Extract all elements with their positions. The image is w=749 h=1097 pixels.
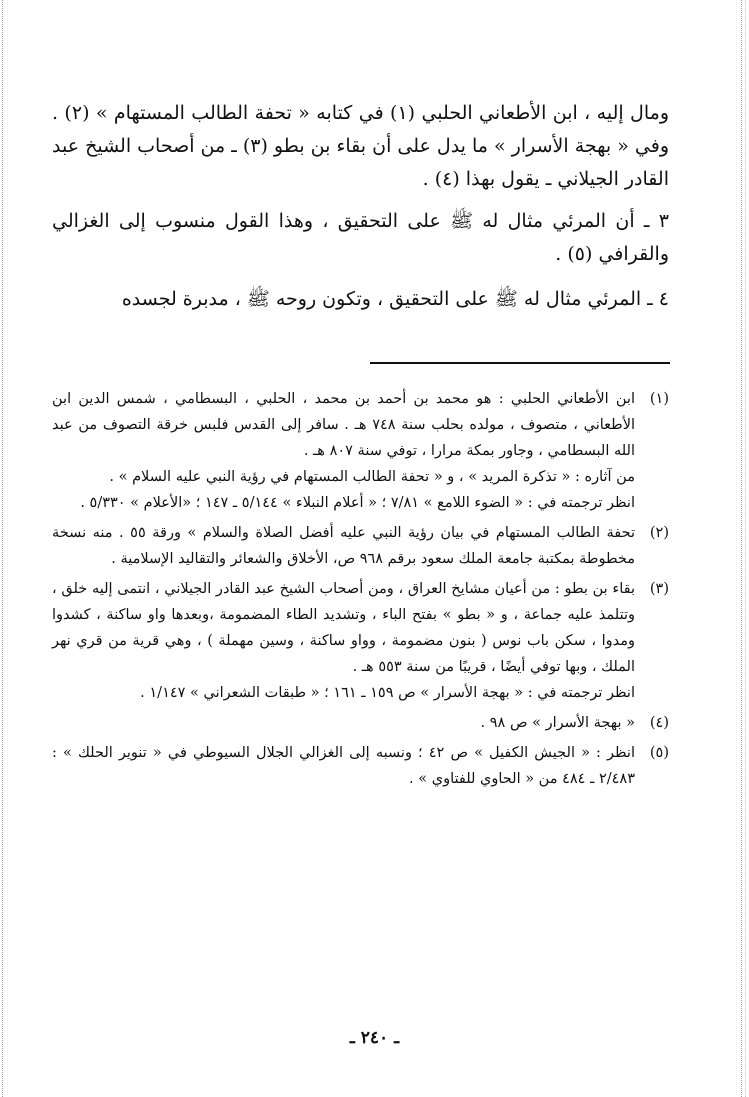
footnote-3-line-1: بقاء بن بطو : من أعيان مشايخ العراق ، ومن أصحاب الشيخ عبد القادر الجيلاني ، انتمى إليه خلق ، وتتلمذ عليه جماعة ، و « بطو » بفتح الباء ، وتشديد الطاء المضمومة ،وبعدها واو ساكنة ، كشدوا ومدوا ، سكن باب نوس ( بنون مضمومة ، وواو ساكنة ، وسين مهملة ) ، وهي قرية من قري نهر الملك ، وبها توفي أيضًا ، قريبًا من سنة ٥٥٣ هـ . bbox=[52, 581, 635, 675]
footnote-5-line-1: انظر : « الجيش الكفيل » ص ٤٢ ؛ ونسبه إلى الغزالي الجلال السيوطي في « تنوير الحلك » : ٢/٤٨٣ ـ ٤٨٤ من « الحاوي للفتاوي » . bbox=[52, 745, 635, 787]
footnote-number: (٣) bbox=[649, 581, 669, 597]
footnote-2-line-1: تحفة الطالب المستهام في بيان رؤية النبي عليه أفضل الصلاة والسلام » ورقة ٥٥ . منه نسخة مخطوطة بمكتبة جامعة الملك سعود برقم ٩٦٨ ص، الأخلاق والشعائر والتقاليد الإسلامية . bbox=[52, 525, 635, 567]
footnote-number: (٢) bbox=[649, 525, 669, 541]
main-paragraph-1: ومال إليه ، ابن الأطعاني الحلبي (١) في كتابه « تحفة الطالب المستهام » (٢) . وفي « بهجة الأسرار » ما يدل على أن بقاء بن بطو (٣) ـ من أصحاب الشيخ عبد القادر الجيلاني ـ يقول بهذا (٤) . bbox=[52, 102, 669, 190]
left-margin-dotted-line bbox=[2, 0, 3, 1097]
main-text bbox=[52, 88, 669, 316]
main-paragraph-2: ٣ ـ أن المرئي مثال له ﷺ على التحقيق ، وهذا القول منسوب إلى الغزالي والقرافي (٥) . bbox=[52, 210, 669, 265]
footnote-2 bbox=[52, 520, 669, 572]
main-paragraph-3: ٤ ـ المرئي مثال له ﷺ على التحقيق ، وتكون روحه ﷺ ، مدبرة لجسده bbox=[121, 288, 669, 310]
footnote-3-line-2: انظر ترجمته في : « بهجة الأسرار » ص ١٥٩ ـ ١٦١ ؛ « طبقات الشعراني » ١/١٤٧ . bbox=[140, 685, 635, 701]
right-margin-outer-dotted-line bbox=[745, 0, 746, 1097]
footnote-1 bbox=[52, 386, 669, 516]
footnotes bbox=[52, 386, 669, 792]
footnote-number: (٤) bbox=[649, 715, 669, 731]
footnote-1-line-1: ابن الأطعاني الحلبي : هو محمد بن أحمد بن محمد ، الحلبي ، البسطامي ، شمس الدين ابن الأطعاني ، متصوف ، مولده بحلب سنة ٧٤٨ هـ . سافر إلى القدس فلبس خرقة التصوف من عبد الله البسطامي ، وجاور بمكة مرارا ، توفي سنة ٨٠٧ هـ . bbox=[52, 391, 635, 459]
footnote-3 bbox=[52, 576, 669, 706]
footnote-4-line-1: « بهجة الأسرار » ص ٩٨ . bbox=[480, 715, 635, 731]
footnote-1-line-2: من آثاره : « تذكرة المريد » ، و « تحفة الطالب المستهام في رؤية النبي عليه السلام » . bbox=[109, 469, 635, 485]
right-margin-dotted-line bbox=[741, 0, 742, 1097]
footnote-4 bbox=[52, 710, 669, 736]
footnote-1-line-3: انظر ترجمته في : « الضوء اللامع » ٧/٨١ ؛ « أعلام النبلاء » ٥/١٤٤ ـ ١٤٧ ؛ «الأعلام » ٥/٣٣٠ . bbox=[80, 495, 635, 511]
page-number: ـ ٢٤٠ ـ bbox=[349, 1028, 400, 1048]
footnote-separator-rule bbox=[370, 362, 670, 364]
footnote-number: (١) bbox=[649, 391, 669, 407]
footnote-number: (٥) bbox=[649, 745, 669, 761]
footnote-5 bbox=[52, 740, 669, 792]
